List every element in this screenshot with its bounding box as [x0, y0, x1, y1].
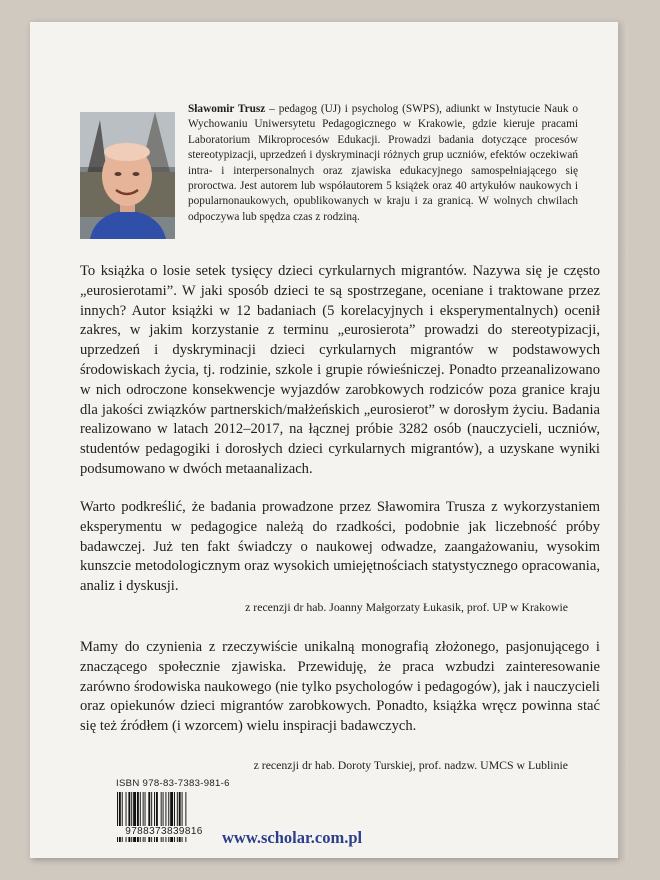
review-quote-2: Mamy do czynienia z rzeczywiście unikalną monografią złożonego, pasjonującego i znaczącego społecznie zjawiska. Przewiduję, że praca wzbudzi zainteresowanie zarówno środowiska naukowego (nie tylko psychologów i pedagogów), jak i nauczycieli oraz opiekunów dzieci migrantów zarobkowych. Ponadto, książka wręcz powinna stać się też źródłem (i wzorcem) wielu inspiracji badawczych. — [80, 639, 600, 735]
author-name: Sławomir Trusz — [188, 103, 266, 115]
book-edge-shadow — [618, 26, 628, 858]
description-paragraph: To książka o losie setek tysięcy dzieci cyrkularnych migrantów. Nazywa się je często „eurosierotami”. W jaki sposób dzieci te są spostrzegane, oceniane i traktowane przez innych? Autor książki w 12 badaniach (5 korelacyjnych i eksperymentalnych) ocenił zakres, w jakim korzystanie z terminu „eurosierota” prowadzi do stereotypizacji, uprzedzeń i dyskryminacji dzieci cyrkularnych migrantów w podstawowych środowiskach życia, tj. rodzinie, szkole i grupie rówieśniczej. Ponadto przeanalizowano w nich odroczone konsekwencje wyjazdów zarobkowych rodziców poza granice kraju dla jakości związków partnerskich/małżeńskich „eurosierot” w dorosłym życiu. Badania realizowano w latach 2012–2017, na łącznej próbie 3282 osób (nauczycieli, uczniów, studentów pedagogiki i dorosłych dzieci cyrkularnych migrantów), a uzyskane wyniki podsumowano w dwóch metaanalizach. — [80, 263, 600, 477]
review-quote-1: Warto podkreślić, że badania prowadzone przez Sławomira Trusza z wykorzystaniem eksperymentu w pedagogice należą do rzadkości, podobnie jak liczebność próby badawczej. Już ten fakt świadczy o naukowej odwadze, zaangażowaniu, wysokim kunszcie metodologicznym oraz wysokich umiejętnościach statystycznego opracowania, analiz i dyskusji. — [80, 499, 600, 595]
barcode-digits: 9788373839816 — [116, 826, 212, 837]
author-photo — [80, 112, 175, 239]
book-back-cover — [30, 22, 618, 858]
author-bio — [188, 102, 578, 225]
publisher-website[interactable]: www.scholar.com.pl — [222, 828, 363, 847]
review-attribution-1: z recenzji dr hab. Joanny Małgorzaty Łukasik, prof. UP w Krakowie — [245, 600, 568, 614]
isbn-label: ISBN 978-83-7383-981-6 — [116, 778, 230, 789]
author-bio-text: – pedagog (UJ) i psycholog (SWPS), adiunkt w Instytucie Nauk o Wychowaniu Uniwersytetu Pedagogicznego w Krakowie, gdzie kieruje pracami Laboratorium Mikroprocesów Edukacji. Prowadzi badania dotyczące procesów stereotypizacji, uprzedzeń i dyskryminacji różnych grup uczniów, efektów oczekiwań intra- i interpersonalnych oraz zjawiska edukacyjnego samospełniającego się proroctwa. Jest autorem lub współautorem 5 książek oraz 40 artykułów naukowych i popularnonaukowych, opublikowanych w kraju i za granicą. W wolnych chwilach odpoczywa lub spędza czas z rodziną. — [188, 103, 578, 223]
isbn-block — [116, 778, 230, 837]
review-attribution-2: z recenzji dr hab. Doroty Turskiej, prof. nadzw. UMCS w Lublinie — [253, 758, 568, 772]
